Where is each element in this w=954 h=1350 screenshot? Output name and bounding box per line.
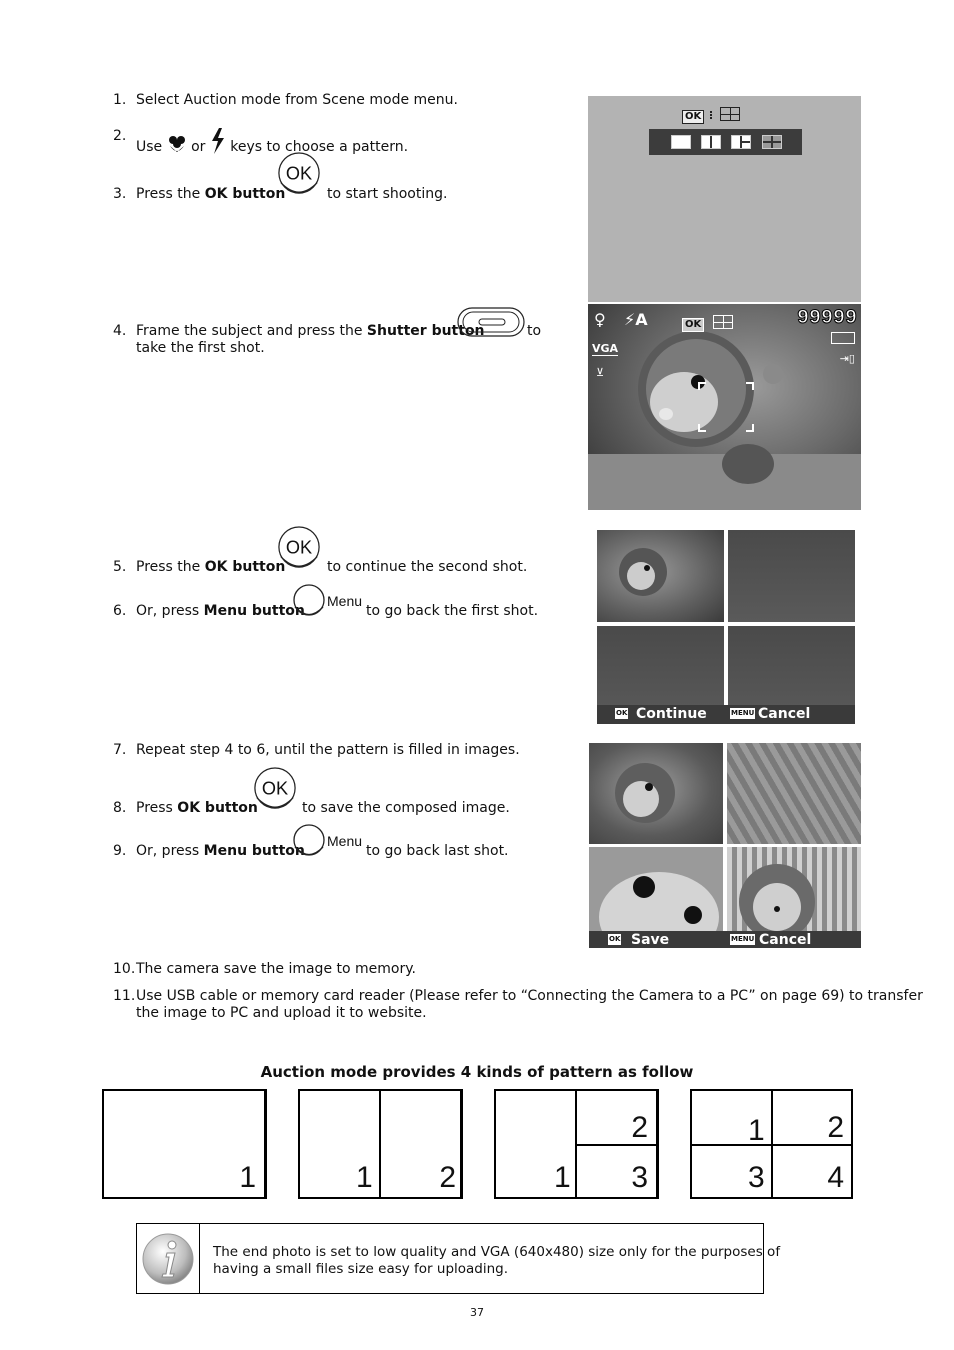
ok-button-icon bbox=[277, 152, 321, 196]
pattern-option-1[interactable] bbox=[671, 135, 691, 149]
pattern-option-3[interactable] bbox=[731, 135, 751, 149]
step-3-tail: to start shooting. bbox=[327, 186, 448, 202]
ok-tag: OK bbox=[616, 709, 628, 717]
resolution-badge: VGA bbox=[592, 342, 619, 355]
battery-icon bbox=[831, 332, 855, 344]
macro-flower-icon bbox=[167, 134, 187, 154]
cell-number: 2 bbox=[827, 1111, 844, 1144]
pattern-menu-bar bbox=[649, 129, 802, 155]
cell-divider bbox=[379, 1091, 381, 1197]
caption-bar bbox=[589, 931, 861, 948]
scene-mode-icon: ♀ bbox=[594, 310, 606, 329]
step-11-line2: the image to PC and upload it to website. bbox=[136, 1005, 427, 1021]
svg-text:Menu: Menu bbox=[327, 593, 363, 609]
cell-number: 3 bbox=[631, 1161, 648, 1194]
page-number: 37 bbox=[470, 1306, 484, 1319]
ok-button-icon bbox=[253, 767, 297, 811]
lion-thumbnail bbox=[589, 743, 723, 844]
grid-cell-1 bbox=[597, 530, 724, 622]
first-shot-grid-screen bbox=[597, 530, 855, 724]
cell-number: 1 bbox=[554, 1161, 571, 1194]
live-view-screen bbox=[588, 304, 861, 510]
note-text-line1: The end photo is set to low quality and VGA (640x480) size only for the purposes of bbox=[213, 1244, 781, 1260]
pattern-4-diagram bbox=[690, 1089, 853, 1199]
step-9-tail: to go back last shot. bbox=[366, 843, 509, 859]
flash-auto-icon: ⚡A bbox=[624, 310, 648, 329]
shutter-button-icon bbox=[457, 307, 525, 337]
info-note-box bbox=[136, 1223, 781, 1294]
cell-number: 2 bbox=[439, 1161, 456, 1194]
cell-number: 3 bbox=[748, 1161, 765, 1194]
pattern-option-2[interactable] bbox=[701, 135, 721, 149]
cell-divider bbox=[576, 1144, 656, 1146]
pattern-1-diagram bbox=[102, 1089, 267, 1199]
pattern-quad-icon bbox=[720, 107, 740, 121]
menu-button-icon bbox=[292, 824, 364, 860]
shots-remaining: 99999 bbox=[796, 307, 857, 330]
step-4-tail: to bbox=[527, 323, 542, 339]
grid-cell-2 bbox=[727, 743, 861, 844]
flash-icon bbox=[210, 128, 226, 154]
pattern-2-diagram bbox=[298, 1089, 463, 1199]
lcd-ok-indicator: OK bbox=[682, 312, 733, 332]
stabilizer-icon: ⊻ bbox=[596, 366, 605, 379]
ok-tag: OK bbox=[609, 935, 621, 943]
info-icon bbox=[137, 1224, 199, 1293]
filled-grid-screen bbox=[589, 743, 861, 948]
step-5-tail: to continue the second shot. bbox=[327, 559, 528, 575]
svg-text:OK: OK bbox=[285, 537, 313, 558]
memory-card-icon: ⇥▯ bbox=[839, 352, 855, 365]
svg-text:OK: OK bbox=[285, 163, 313, 184]
menu-tag: MENU bbox=[731, 935, 755, 943]
menu-button-icon bbox=[292, 584, 364, 620]
continue-label[interactable]: Continue bbox=[636, 706, 707, 722]
ok-tag: OK bbox=[682, 110, 704, 124]
cell-divider bbox=[692, 1144, 851, 1146]
step-8-tail: to save the composed image. bbox=[302, 800, 510, 816]
cell-number: 1 bbox=[356, 1161, 373, 1194]
ok-pattern-indicator bbox=[682, 104, 740, 124]
step-4-line2: take the first shot. bbox=[136, 340, 265, 356]
grid-cell-2 bbox=[728, 530, 855, 622]
info-icon-cell bbox=[137, 1224, 200, 1293]
pattern-select-screen bbox=[588, 96, 861, 302]
cancel-label[interactable]: Cancel bbox=[758, 706, 811, 722]
pattern-3-diagram bbox=[494, 1089, 659, 1199]
cell-number: 1 bbox=[239, 1161, 256, 1194]
cell-number: 2 bbox=[631, 1111, 648, 1144]
lion-thumbnail bbox=[597, 530, 724, 622]
patterns-heading: Auction mode provides 4 kinds of pattern as follow bbox=[260, 1063, 694, 1081]
pattern-option-4[interactable] bbox=[762, 135, 782, 149]
menu-tag: MENU bbox=[731, 709, 755, 717]
grid-cell-1 bbox=[589, 743, 723, 844]
cell-number: 1 bbox=[748, 1114, 765, 1147]
note-text-line2: having a small files size easy for uploading. bbox=[213, 1261, 509, 1277]
cell-number: 4 bbox=[827, 1161, 844, 1194]
save-label[interactable]: Save bbox=[631, 932, 670, 948]
svg-text:Menu: Menu bbox=[327, 833, 363, 849]
cancel-label[interactable]: Cancel bbox=[759, 932, 812, 948]
svg-text:OK: OK bbox=[261, 778, 289, 799]
pattern-quad-icon bbox=[713, 315, 733, 329]
focus-frame bbox=[696, 380, 756, 434]
step-6-tail: to go back the first shot. bbox=[366, 603, 539, 619]
